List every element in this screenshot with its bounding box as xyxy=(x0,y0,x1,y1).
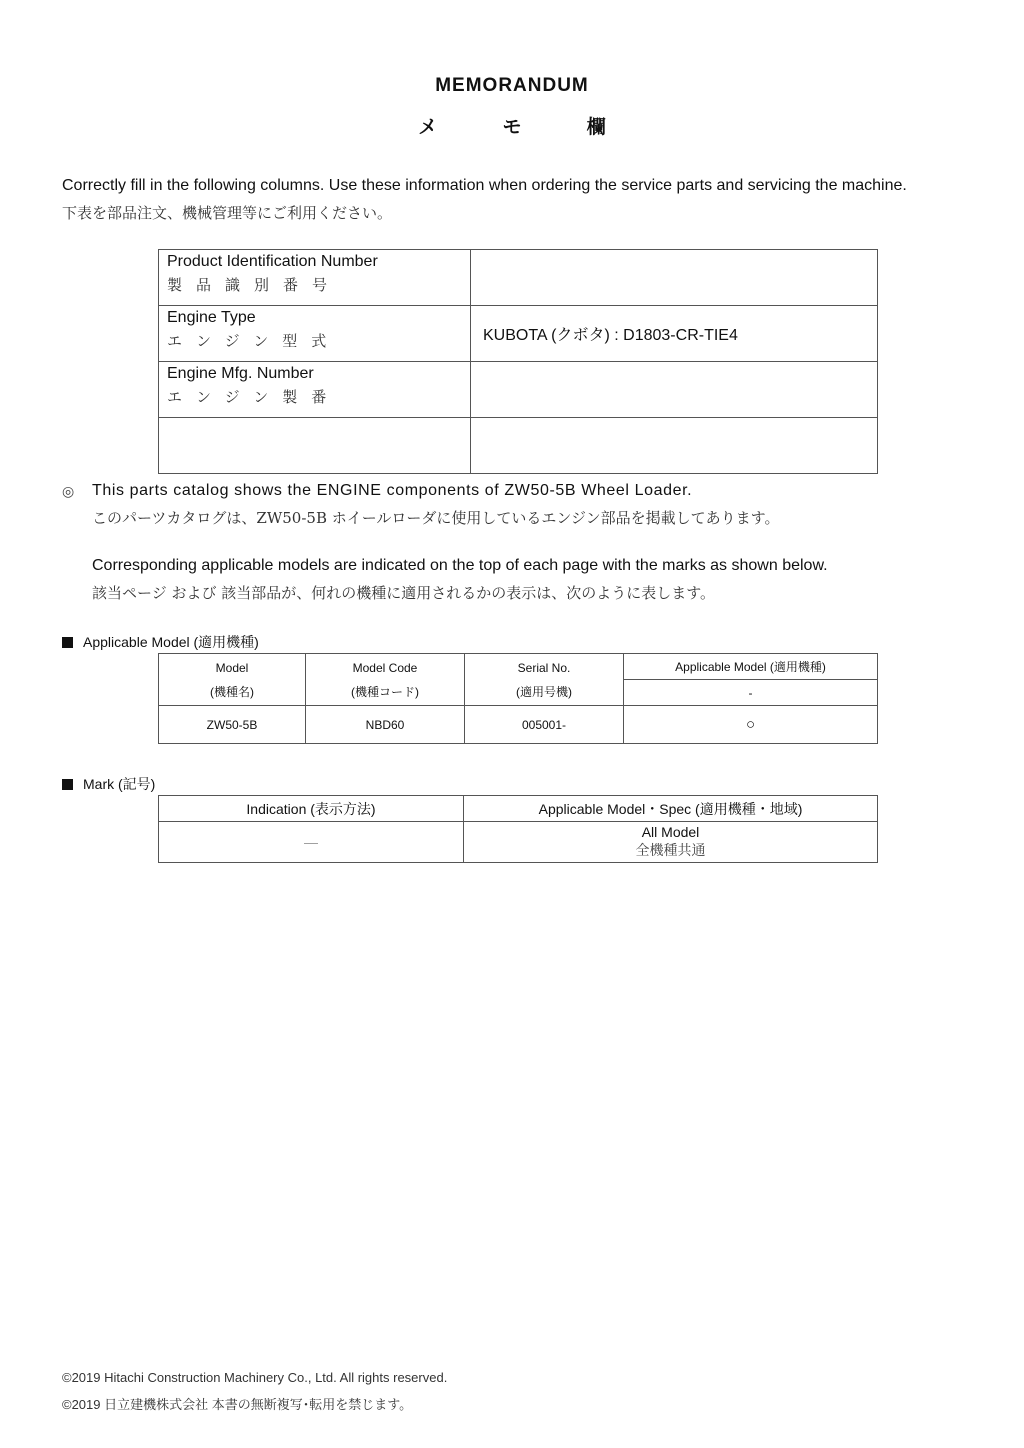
label-jp: エンジン型式 xyxy=(167,332,341,350)
header-jp: (機種コード) xyxy=(351,684,419,699)
table-header-row xyxy=(159,796,878,822)
spec-en: All Model xyxy=(641,824,700,840)
subtitle-char: モ xyxy=(502,117,522,138)
note-text-en: This parts catalog shows the ENGINE components of ZW50-5B Wheel Loader. xyxy=(92,482,693,499)
header-jp: (機種名) xyxy=(210,684,254,699)
section-heading-text: Applicable Model (適用機種) xyxy=(83,634,259,650)
cell-model: ZW50-5B xyxy=(159,706,306,744)
black-square-icon xyxy=(62,637,73,648)
table-row xyxy=(159,306,878,362)
label-en: Product Identification Number xyxy=(167,253,378,270)
label-en: Engine Type xyxy=(167,309,256,326)
page-title: MEMORANDUM xyxy=(435,75,589,96)
mark-table xyxy=(158,795,878,863)
intro-text-en: Correctly fill in the following columns. Use these information when ordering the service parts and servicing the machine. xyxy=(62,177,907,194)
spec-jp: 全機種共通 xyxy=(635,843,706,859)
cell-indication: — xyxy=(159,822,464,863)
table-row xyxy=(159,418,878,474)
copyright-jp: ©2019 日立建機株式会社 本書の無断複写･転用を禁じます。 xyxy=(62,1397,413,1412)
engine-type-value: KUBOTA (クボタ) : D1803-CR-TIE4 xyxy=(471,306,878,362)
cell-spec xyxy=(464,822,878,863)
subtitle-char: メ xyxy=(418,117,438,138)
header-en: Model xyxy=(215,660,249,675)
subtitle-char: 欄 xyxy=(586,117,606,138)
engine-mfg-number-value[interactable] xyxy=(471,362,878,418)
label-jp: 製品識別番号 xyxy=(167,276,342,294)
label-jp: エンジン製番 xyxy=(167,388,341,406)
circle-mark-icon: ○ xyxy=(624,706,878,744)
intro-text-jp: 下表を部品注文、機械管理等にご利用ください。 xyxy=(62,204,393,222)
copyright-en: ©2019 Hitachi Construction Machinery Co., Ltd. All rights reserved. xyxy=(62,1370,448,1385)
black-square-icon xyxy=(62,779,73,790)
column-header-serial xyxy=(465,654,624,706)
blank-label-cell[interactable] xyxy=(159,418,471,474)
label-en: Engine Mfg. Number xyxy=(167,365,314,382)
cell-serial: 005001- xyxy=(465,706,624,744)
column-header-applicable-model: Applicable Model (適用機種) xyxy=(624,654,878,680)
note-text-en: Corresponding applicable models are indicated on the top of each page with the marks as shown below. xyxy=(92,557,828,574)
table-row xyxy=(159,362,878,418)
section-heading-text: Mark (記号) xyxy=(83,776,156,792)
product-id-value[interactable] xyxy=(471,250,878,306)
table-row xyxy=(159,706,878,744)
label-cell xyxy=(159,250,471,306)
column-header-spec: Applicable Model・Spec (適用機種・地域) xyxy=(464,796,878,822)
table-row xyxy=(159,822,878,863)
cell-model-code: NBD60 xyxy=(306,706,465,744)
double-circle-icon: ◎ xyxy=(62,483,75,499)
column-header-model xyxy=(159,654,306,706)
label-cell xyxy=(159,306,471,362)
label-cell xyxy=(159,362,471,418)
identification-table xyxy=(158,249,878,474)
note-text-jp: 該当ページ および 該当部品が、何れの機種に適用されるかの表示は、次のように表します。 xyxy=(92,584,716,602)
note-text-jp: このパーツカタログは、ZW50-5B ホイールローダに使用しているエンジン部品を掲載してあります。 xyxy=(92,509,780,527)
section-heading-mark xyxy=(62,774,155,794)
blank-value-cell[interactable] xyxy=(471,418,878,474)
applicable-model-table xyxy=(158,653,878,744)
header-jp: (適用号機) xyxy=(516,684,572,699)
table-row xyxy=(159,250,878,306)
header-en: Model Code xyxy=(352,660,418,675)
header-en: Serial No. xyxy=(517,660,571,675)
column-header-model-code xyxy=(306,654,465,706)
section-heading-applicable-model xyxy=(62,632,259,652)
table-header-row xyxy=(159,654,878,680)
column-header-indication: Indication (表示方法) xyxy=(159,796,464,822)
page-subtitle xyxy=(0,112,1024,139)
column-subheader-applicable: - xyxy=(624,680,878,706)
